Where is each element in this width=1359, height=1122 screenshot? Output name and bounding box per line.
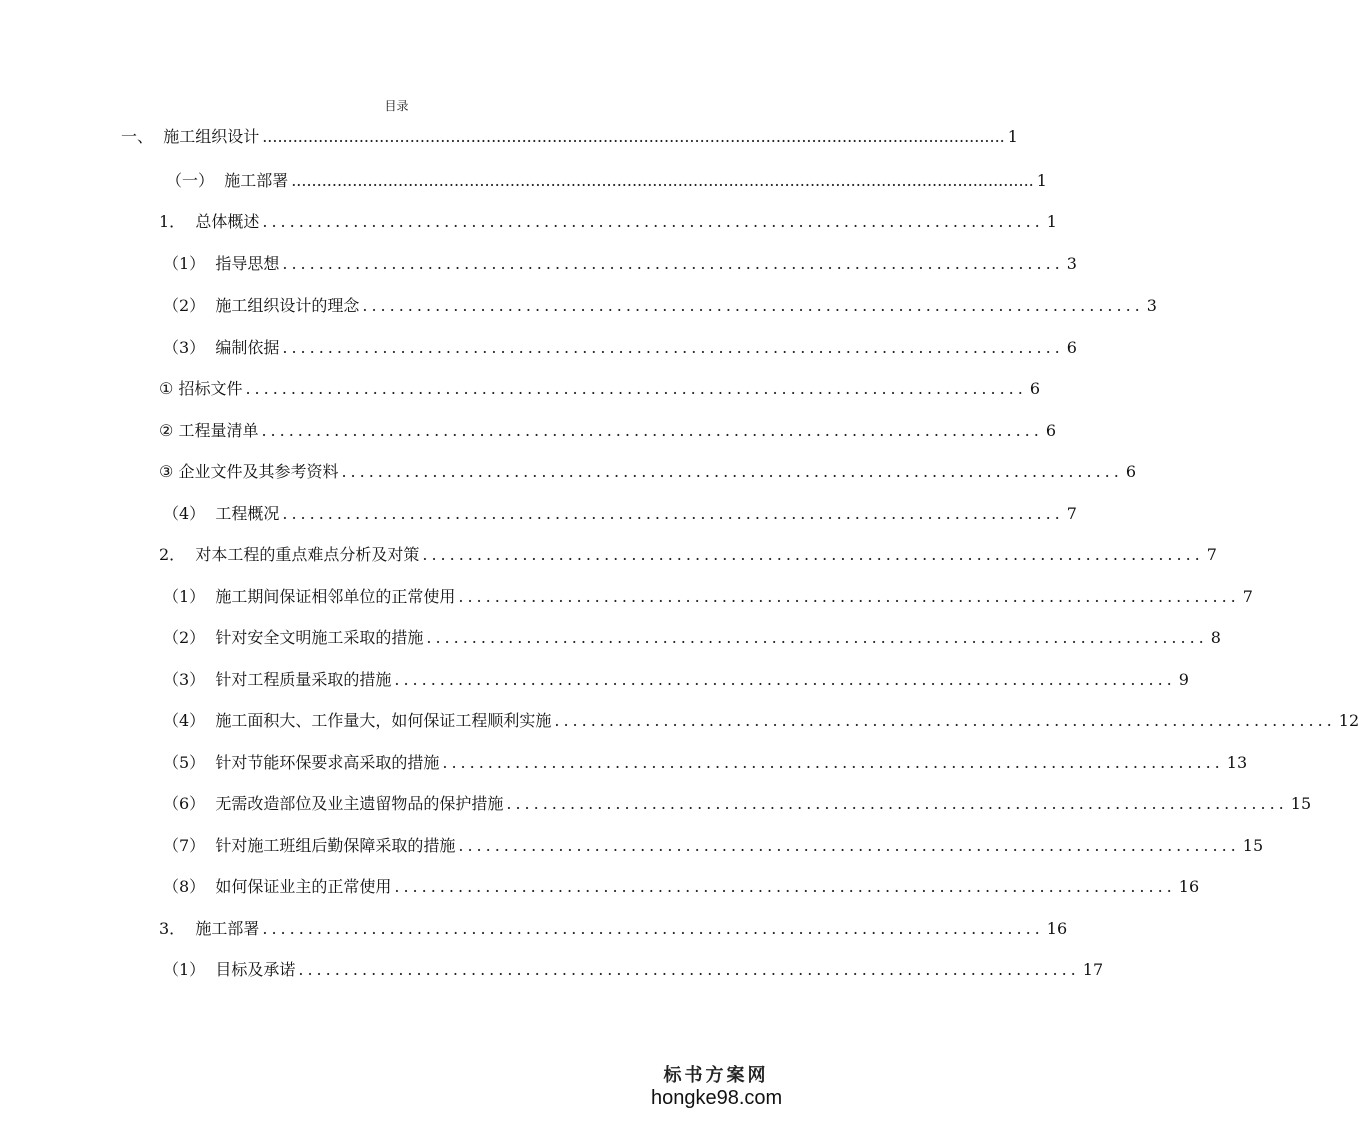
toc-entry-text: 招标文件	[178, 379, 243, 398]
toc-entry-text: 总体概述	[195, 212, 260, 231]
toc-entry-page: 6	[1045, 421, 1057, 440]
toc-entry[interactable]	[163, 628, 1221, 648]
toc-entry-page: 15	[1242, 836, 1264, 855]
toc-entry-number: （3）	[163, 670, 216, 689]
toc-entry-number: （2）	[163, 628, 216, 647]
toc-entry-text: 针对安全文明施工采取的措施	[215, 628, 424, 647]
toc-entry-text: 针对节能环保要求高采取的措施	[215, 753, 440, 772]
toc-entry[interactable]	[159, 545, 1217, 565]
toc-entry[interactable]	[121, 127, 1018, 147]
toc-title: 目录	[384, 99, 409, 113]
toc-entry-text: 编制依据	[215, 338, 280, 357]
dot-leader: ......................................................................................	[261, 421, 1043, 440]
dot-leader: ......................................................................................	[426, 628, 1208, 647]
toc-entry-text: 针对工程质量采取的措施	[215, 670, 392, 689]
toc-entry[interactable]	[159, 379, 1041, 399]
toc-entry-number: （1）	[163, 587, 216, 606]
toc-entry[interactable]	[163, 296, 1157, 316]
toc-entry[interactable]	[163, 836, 1264, 856]
dot-leader: ......................................................................................	[506, 794, 1288, 813]
toc-entry-number: （7）	[163, 836, 216, 855]
toc-entry-text: 施工期间保证相邻单位的正常使用	[215, 587, 456, 606]
toc-entry[interactable]	[159, 462, 1137, 482]
dot-leader: ......................................................................................	[422, 545, 1204, 564]
toc-entry-page: 1	[1036, 171, 1047, 190]
toc-entry-number: 3．	[159, 919, 196, 938]
toc-entry-page: 7	[1206, 545, 1217, 564]
toc-entry-text: 工程量清单	[178, 421, 259, 440]
toc-entry[interactable]	[163, 504, 1077, 524]
toc-entry[interactable]	[163, 753, 1248, 773]
toc-entry-number: （1）	[163, 254, 216, 273]
toc-entry-page: 3	[1066, 254, 1077, 273]
toc-entry-page: 16	[1046, 919, 1068, 938]
toc-entry-page: 13	[1226, 753, 1248, 772]
toc-entry-text: 无需改造部位及业主遗留物品的保护措施	[215, 794, 504, 813]
toc-entry[interactable]	[159, 919, 1068, 939]
toc-entry-text: 针对施工班组后勤保障采取的措施	[215, 836, 456, 855]
dot-leader: ......................................................................................	[341, 462, 1123, 481]
watermark-url: hongke98.com	[651, 1087, 783, 1109]
toc-entry[interactable]	[163, 338, 1077, 358]
toc-entry-text: 目标及承诺	[215, 960, 296, 979]
toc-entry-number: （4）	[163, 504, 216, 523]
toc-entry-number: 2．	[159, 545, 196, 564]
toc-entry-page: 7	[1066, 504, 1077, 523]
dot-leader: ......................................................................................	[362, 296, 1144, 315]
toc-entry-number: （8）	[163, 877, 216, 896]
dot-leader: ......................................................................................	[282, 254, 1064, 273]
toc-entry-page: 8	[1210, 628, 1221, 647]
toc-entry-number: ③	[159, 462, 179, 481]
toc-entry[interactable]	[163, 587, 1253, 607]
toc-entry-page: 6	[1125, 462, 1137, 481]
toc-entry-page: 1	[1007, 127, 1018, 146]
toc-entry[interactable]	[159, 421, 1057, 441]
watermark-logo	[651, 1061, 781, 1110]
toc-entry-text: 施工组织设计	[163, 127, 260, 146]
toc-entry-page: 6	[1066, 338, 1077, 357]
dot-leader: ......................................................................................	[554, 711, 1336, 730]
toc-entry-page: 7	[1242, 587, 1253, 606]
toc-entry-page: 9	[1178, 670, 1189, 689]
toc-entry-text: 指导思想	[215, 254, 280, 273]
toc-entry-page: 12	[1338, 711, 1359, 730]
toc-entry-text: 如何保证业主的正常使用	[215, 877, 392, 896]
toc-entry[interactable]	[163, 960, 1104, 980]
toc-entry-number: ②	[159, 421, 179, 440]
dot-leader: ......................................................................................	[394, 670, 1176, 689]
toc-entry[interactable]	[163, 254, 1077, 274]
dot-leader: ......................................................................................	[458, 587, 1240, 606]
toc-entry-page: 3	[1146, 296, 1157, 315]
toc-entry-number: （5）	[163, 753, 216, 772]
toc-entry-page: 1	[1046, 212, 1057, 231]
dot-leader: ......................................................................................	[442, 753, 1224, 772]
toc-entry[interactable]	[159, 212, 1057, 232]
toc-entry-number: 一、	[121, 127, 164, 146]
toc-entry[interactable]	[163, 877, 1200, 897]
toc-entry-page: 15	[1290, 794, 1312, 813]
dot-leader: ..................................................................................................................................................	[262, 127, 1005, 146]
toc-entry[interactable]	[163, 794, 1312, 814]
toc-entry[interactable]	[166, 171, 1047, 191]
toc-entry-page: 6	[1029, 379, 1041, 398]
toc-entry-text: 工程概况	[215, 504, 280, 523]
dot-leader: ......................................................................................	[394, 877, 1176, 896]
watermark-brand: 标书方案网	[663, 1065, 769, 1086]
toc-entry[interactable]	[163, 711, 1359, 731]
toc-entry-number: （4）	[163, 711, 216, 730]
dot-leader: ......................................................................................	[282, 504, 1064, 523]
toc-entry-number: （6）	[163, 794, 216, 813]
dot-leader: ..................................................................................................................................................	[291, 171, 1034, 190]
dot-leader: ......................................................................................	[262, 212, 1044, 231]
toc-entry-number: （一）	[166, 171, 225, 190]
toc-entry-text: 对本工程的重点难点分析及对策	[195, 545, 420, 564]
toc-entry-page: 16	[1178, 877, 1200, 896]
dot-leader: ......................................................................................	[458, 836, 1240, 855]
toc-entry-text: 施工面积大、工作量大，如何保证工程顺利实施	[215, 711, 552, 730]
toc-entry-number: （1）	[163, 960, 216, 979]
toc-entry-number: 1．	[159, 212, 196, 231]
toc-entry-text: 施工组织设计的理念	[215, 296, 360, 315]
toc-entry-number: （2）	[163, 296, 216, 315]
dot-leader: ......................................................................................	[262, 919, 1044, 938]
toc-entry-text: 企业文件及其参考资料	[178, 462, 339, 481]
toc-entry-text: 施工部署	[195, 919, 260, 938]
dot-leader: ......................................................................................	[298, 960, 1080, 979]
dot-leader: ......................................................................................	[282, 338, 1064, 357]
toc-entry-text: 施工部署	[224, 171, 289, 190]
toc-entry-number: （3）	[163, 338, 216, 357]
toc-entry-page: 17	[1082, 960, 1104, 979]
toc-entry[interactable]	[163, 670, 1189, 690]
toc-entry-number: ①	[159, 379, 179, 398]
dot-leader: ......................................................................................	[245, 379, 1027, 398]
